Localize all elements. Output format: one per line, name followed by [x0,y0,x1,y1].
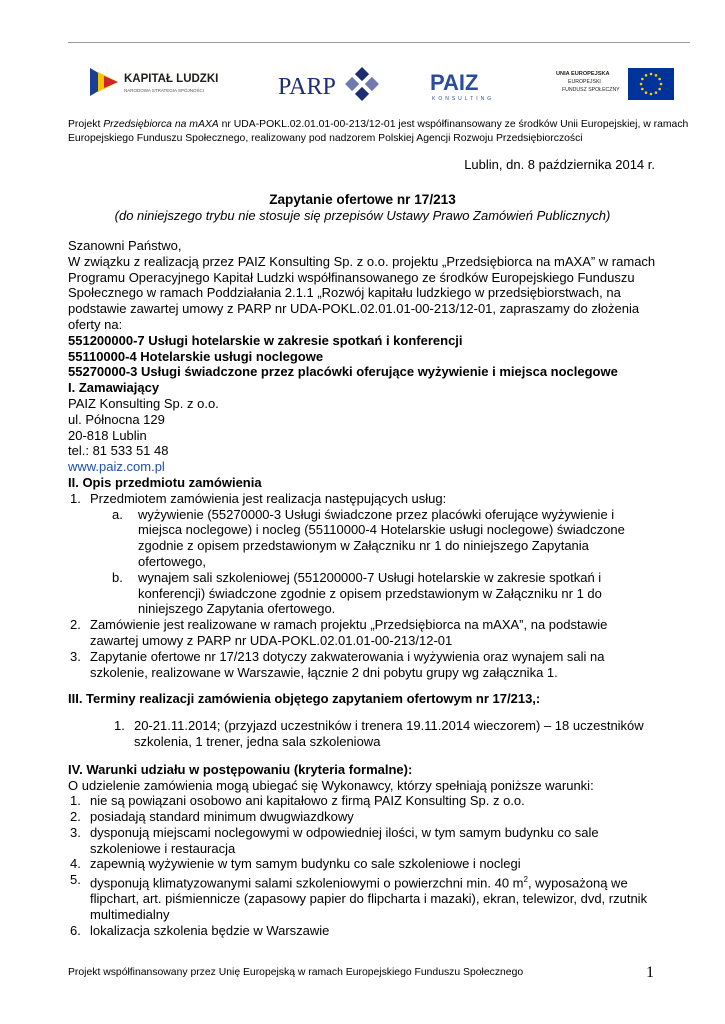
list-item: 6. lokalizacja szkolenia będzie w Warszawie [70,923,330,938]
contractor-phone: tel.: 81 533 51 48 [68,443,169,459]
kapital-ludzki-logo [88,62,228,102]
parp-name: PARP [278,74,336,100]
eu-star-icon [658,78,661,81]
paiz-name: PAIZ [430,70,479,95]
header-rule [68,42,690,43]
section3-heading: III. Terminy realizacji zamówienia objętego zapytaniem ofertowym nr 17/213,: [68,691,541,707]
list-item: 2. posiadają standard minimum dwugwiazdkowy [70,809,354,825]
list-item: b. wynajem sali szkoleniowej (551200000-7 Usługi hotelarskie w zakresie spotkań i konferencji) świadczone zgodnie z opisem przedstawionym w Załączniku nr 1 do niniejszego Zapytania ofertowego. [112,569,602,617]
greeting: Szanowni Państwo, [68,238,182,253]
sublist [90,507,658,618]
project-note-rest: nr UDA-POKL.02.01.01-00-213/12-01 jest współfinansowany ze środków Unii Europejskiej, w ramach Europejskiego Funduszu Społecznego, realizowany pod nadzorem Polskiej Agencji Rozwoju Przedsiębiorczości [68,119,689,144]
section4-heading: IV. Warunki udziału w postępowaniu (kryteria formalne): [68,761,413,777]
document-date: Lublin, dn. 8 października 2014 r. [464,157,655,172]
intro-paragraph: W związku z realizacją przez PAIZ Konsulting Sp. z o.o. projektu „Przedsiębiorca na mAXA” w ramach Programu Operacyjnego Kapitał Ludzki współfinansowanego ze środków Europejskiego Funduszu Społecznego w ramach Poddziałania 2.1.1 „Rozwój kapitału ludzkiego w przedsiębiorstwach, na podstawie zawartej umowy z PARP nr UDA-POKL.02.01.01-00-213/12-01, zapraszamy do złożenia oferty na: [68,253,656,332]
contractor-name: PAIZ Konsulting Sp. z o.o. [68,395,219,411]
list-item: 1. Przedmiotem zamówienia jest realizacja następujących usług: a. wyżywienie (55270000-3 Usługi świadczone przez placówki oferujące wyżywienie i miejsca noclegowe) i nocleg (55110000-4 Hotelarskie usługi noclegowe) świadczone zgodnie z opisem przedstawionym w Załączniku nr 1 do niniejszego Zapytania ofertowego, b. wynajem sali szkoleniowej (551200000-7 Usługi hotelarskie w zakresie spotkań i konferencji) świadczone zgodnie z opisem przedstawionym w Załączniku nr 1 do niniejszego Zapytania ofertowego. [68,491,658,617]
eu-star-icon [641,88,644,91]
section1-heading: I. Zamawiający [68,380,160,396]
eu-star-icon [658,88,661,91]
eu-line2: EUROPEJSKI [568,79,601,85]
website-link[interactable]: www.paiz.com.pl [68,459,165,475]
project-note [68,118,690,145]
parp-logo [278,64,388,104]
eu-logo [556,66,676,102]
list-item: a. wyżywienie (55270000-3 Usługi świadczone przez placówki oferujące wyżywienie i miejsca noclegowe) i nocleg (55110000-4 Hotelarskie usługi noclegowe) świadczone zgodnie z opisem przedstawionym w Załączniku nr 1 do niniejszego Zapytania ofertowego, [112,506,625,569]
document-title: Zapytanie ofertowe nr 17/213 [269,192,456,207]
logo-bar [88,60,678,110]
contractor-street: ul. Północna 129 [68,411,165,427]
list-item: 2. Zamówienie jest realizowane w ramach projektu „Przedsiębiorca na mAXA”, na podstawie zawartej umowy z PARP nr UDA-POKL.02.01.01-00-213/12-01 [70,617,608,648]
eu-star-icon [645,91,648,94]
list-item: 4. zapewnią wyżywienie w tym samym budynku co sale szkoleniowe i noclegi [70,856,521,872]
project-note-name: Przedsiębiorca na mAXA [103,119,219,130]
contractor-city: 20-818 Lublin [68,427,147,443]
eu-star-icon [650,93,653,96]
kl-name: KAPITAŁ LUDZKI [124,73,219,85]
section4-intro: O udzielenie zamówienia mogą ubiegać się Wykonawcy, którzy spełniają poniższe warunki: [68,777,594,793]
paiz-logo [428,66,508,106]
document-body [68,238,658,939]
list-item: 3. Zapytanie ofertowe nr 17/213 dotyczy zakwaterowania i wyżywienia oraz wynajem sali na szkolenie, realizowane w Warszawie, łącznie 2 dni pobytu grupy wg załącznika 1. [70,648,605,680]
kl-tagline: NARODOWA STRATEGIA SPÓJNOŚCI [124,88,205,93]
eu-star-icon [640,83,643,86]
list-item: 1. 20-21.11.2014; (przyjazd uczestników i trenera 19.11.2014 wieczorem) – 18 uczestników szkolenia, 1 trener, jedna sala szkoleniowa [114,718,644,749]
page-number: 1 [646,964,654,981]
eu-star-icon [660,83,663,86]
paiz-tagline: KONSULTING [432,96,495,102]
eu-line3: FUNDUSZ SPOŁECZNY [562,87,620,93]
cpv-code-3: 55270000-3 Usługi świadczone przez placówki oferujące wyżywienie i miejsca noclegowe [68,364,618,380]
section4-list [68,793,658,939]
list-item: 3. dysponują miejscami noclegowymi w odpowiedniej ilości, w tym samym budynku co sale szkoleniowe i restauracja [70,824,599,856]
eu-star-icon [655,91,658,94]
eu-star-icon [650,73,653,76]
document-subtitle: (do niniejszego trybu nie stosuje się przepisów Ustawy Prawo Zamówień Publicznych) [114,208,611,223]
cpv-code-2: 55110000-4 Hotelarskie usługi noclegowe [68,348,324,364]
page-footer: Projekt współfinansowany przez Unię Europejską w ramach Europejskiego Funduszu Społecznego [68,967,524,978]
eu-line1: UNIA EUROPEJSKA [556,71,610,77]
list-item: 1. nie są powiązani osobowo ani kapitałowo z firmą PAIZ Konsulting Sp. z o.o. [70,793,525,809]
eu-star-icon [655,74,658,77]
cpv-code-1: 551200000-7 Usługi hotelarskie w zakresie spotkań i konferencji [68,332,463,348]
eu-star-icon [645,74,648,77]
section2-list [68,491,658,681]
project-note-prefix: Projekt [68,119,104,130]
list-item: 5. dysponują klimatyzowanymi salami szkoleniowymi o powierzchni min. 40 $m^2$, wyposażoną we flipchart, art. piśmiennicze (zapasowy papier do flipcharta i mazaki), ekran, telewizor, dvd, rzutnik multimedialny [70,872,648,923]
section3-list [68,718,658,750]
section2-heading: II. Opis przedmiotu zamówienia [68,474,262,490]
eu-star-icon [641,78,644,81]
